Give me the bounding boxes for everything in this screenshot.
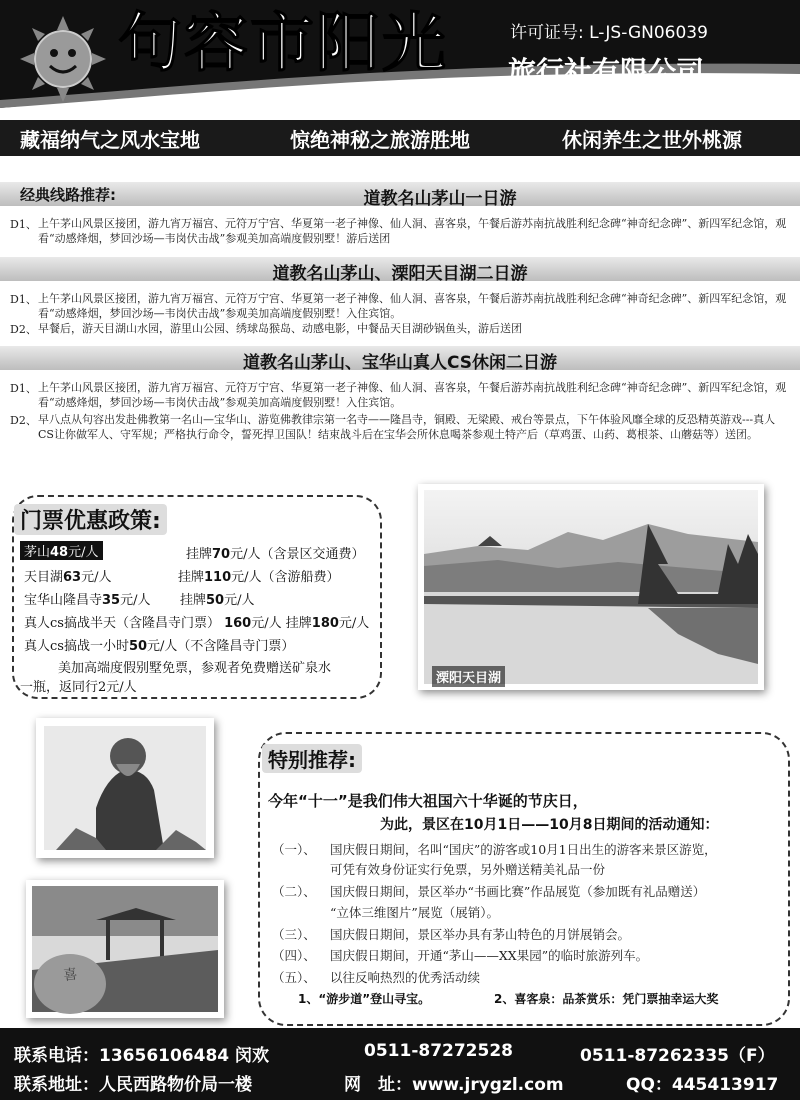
ticket-row-5 (24, 635, 294, 654)
svg-text:喜: 喜 (62, 966, 79, 985)
route-3-day-1-text: 上午茅山风景区接团，游九宵万福宫、元符万宁宫、华夏第一老子神像、仙人洞、喜客泉，午餐后游苏南抗战胜利纪念碑“神奇纪念碑”、新四军纪念馆，观看“动感烽烟，梦回沙场—韦岗伏击战”参观美加高端度假别墅！入住宾馆。 (38, 381, 787, 409)
route-1-title: 道教名山茅山一日游 (363, 189, 517, 209)
ticket-unit: 元/人 (251, 616, 282, 631)
sun-logo-icon (20, 16, 106, 102)
ticket-row-1-list (186, 543, 365, 562)
ticket-price: 35 (102, 593, 121, 608)
address-label: 联系地址： (14, 1075, 99, 1095)
ticket-row-1-name (20, 541, 103, 560)
list-price: 110 (204, 570, 232, 585)
lake-photo-caption: 溧阳天目湖 (432, 666, 505, 687)
ticket-name: 宝华山隆昌寺 (24, 593, 103, 608)
special-item-5-num: （五）、 (272, 970, 316, 985)
route-1-day-1-text: 上午茅山风景区接团，游九宵万福宫、元符万宁宫、华夏第一老子神像、仙人洞、喜客泉，午餐后游苏南抗战胜利纪念碑“神奇纪念碑”、新四军纪念馆，观看“动感烽烟，梦回沙场—韦岗伏击战”参观美加高端度假别墅！游后送团 (38, 217, 787, 245)
special-item-1-num: （一）、 (272, 842, 316, 857)
ticket-name: 天目湖 (24, 570, 64, 585)
qq-number: QQ：445413917 (626, 1075, 779, 1095)
ticket-name: 真人cs搞战半天（含隆昌寺门票） (24, 616, 220, 631)
statue-photo-frame (36, 718, 214, 858)
route-2-day-2-text: 早餐后，游天目湖山水园，游里山公园、绣球岛猴岛、动感电影，中餐品天目湖砂锅鱼头，游后送团 (38, 322, 522, 335)
list-price: 50 (206, 593, 225, 608)
special-sub-1: 1、“游步道”登山寻宝。 (298, 992, 431, 1006)
ticket-name: 茅山 (24, 545, 51, 560)
address-text: 人民西路物价局一楼 (99, 1075, 252, 1095)
list-label: 挂牌 (186, 547, 213, 562)
list-label: 挂牌 (178, 570, 205, 585)
list-price: 70 (212, 547, 231, 562)
website-line (344, 1070, 564, 1095)
slogan-2: 惊绝神秘之旅游胜地 (290, 128, 470, 152)
slogan-3: 休闲养生之世外桃源 (562, 128, 742, 152)
routes-label: 经典线路推荐: (20, 186, 116, 204)
ticket-price: 160 (224, 616, 252, 631)
route-3-day-2-text: 早八点从句容出发赴佛教第一名山—宝华山、游览佛教律宗第一名寺——隆昌寺，铜殿、无梁殿、戒台等景点，下午体验风靡全球的反恐精英游戏---真人CS让你做军人、守军规；严格执行命令，誓死捍卫国队！结束战斗后在宝华会所休息喝茶参观土特产后（草鸡蛋、山药、葛根茶、山蘑菇等）送团。 (38, 413, 776, 441)
license-number: 许可证号: L-JS-GN06039 (510, 23, 708, 43)
company-suffix: 旅行社有限公司 (508, 55, 705, 88)
ticket-row-2-name (24, 566, 112, 585)
special-item-1-text: 国庆假日期间，名叫“国庆”的游客或10月1日出生的游客来景区游览， (330, 842, 717, 857)
route-3-title: 道教名山茅山、宝华山真人CS休闲二日游 (242, 353, 558, 373)
website-label: 网 址： (344, 1075, 412, 1095)
slogan-1: 藏福纳气之风水宝地 (20, 128, 200, 152)
special-item-5-text: 以往反响热烈的优秀活动续 (330, 970, 481, 985)
list-unit: 元/人（含游船费） (231, 570, 340, 585)
tel-1: 0511-87272528 (364, 1041, 513, 1061)
ticket-unit: 元/人 (81, 570, 112, 585)
ticket-unit: 元/人 (68, 545, 99, 560)
address-line (14, 1070, 252, 1095)
special-intro-2: 为此，景区在10月1日——10月8日期间的活动通知： (380, 817, 719, 833)
route-1-day-1-label: D1、 (10, 218, 37, 231)
website-url: www.jrygzl.com (412, 1075, 564, 1095)
ticket-note-1: 美加高端度假别墅免票，参观者免费赠送矿泉水 (58, 661, 332, 676)
ticket-price: 63 (63, 570, 82, 585)
ticket-row-3-name (24, 589, 151, 608)
ticket-policy-title: 门票优惠政策: (14, 504, 167, 535)
ticket-unit: 元/人（不含隆昌寺门票） (147, 639, 295, 654)
special-item-3-num: （三）、 (272, 927, 316, 942)
lake-photo-frame (418, 484, 764, 690)
special-item-4-num: （四）、 (272, 948, 316, 963)
route-2-day-1-label: D1、 (10, 293, 37, 306)
pavilion-photo (26, 880, 224, 1018)
special-intro-1: 今年“十一”是我们伟大祖国六十华诞的节庆日， (268, 792, 588, 810)
pavilion-photo-frame (26, 880, 224, 1018)
route-3-day-2-label: D2、 (10, 414, 37, 427)
phone-label: 联系电话： (14, 1046, 99, 1066)
route-3-day-1-label: D1、 (10, 382, 37, 395)
ticket-unit: 元/人 (120, 593, 151, 608)
special-item-1b-text: 可凭有效身份证实行免票，另外赠送精美礼品一份 (330, 862, 606, 877)
list-unit: 元/人 (224, 593, 255, 608)
special-sub-2: 2、喜客泉：品茶赏乐：凭门票抽幸运大奖 (494, 992, 719, 1006)
ticket-row-2-list (178, 566, 340, 585)
tianmu-lake-photo (418, 484, 764, 690)
special-item-2b-text: “立体三维图片”展览（展销）。 (330, 905, 500, 920)
ticket-price: 48 (50, 545, 69, 560)
route-2-day-1-text: 上午茅山风景区接团，游九宵万福宫、元符万宁宫、华夏第一老子神像、仙人洞、喜客泉，午餐后游苏南抗战胜利纪念碑“神奇纪念碑”、新四军纪念馆，观看“动感烽烟，梦回沙场—韦岗伏击战”参观美加高端度假别墅！入住宾馆。 (38, 292, 787, 320)
ticket-note-2: 一瓶，返同行2元/人 (20, 680, 137, 695)
special-item-2-num: （二）、 (272, 884, 316, 899)
list-price: 180 (311, 616, 339, 631)
list-unit: 元/人 (338, 616, 370, 631)
ticket-name: 真人cs搞战一小时 (24, 639, 129, 654)
ticket-row-4 (24, 612, 369, 631)
special-recommend-title: 特别推荐: (262, 744, 362, 773)
list-label: 挂牌 (285, 616, 312, 631)
special-item-3-text: 国庆假日期间，景区举办具有茅山特色的月饼展销会。 (330, 927, 631, 942)
route-2-day-2-label: D2、 (10, 323, 37, 336)
list-unit: 元/人（含景区交通费） (230, 547, 365, 562)
ticket-price: 50 (128, 639, 148, 654)
tel-2-fax: 0511-87262335（F） (580, 1046, 775, 1066)
special-item-2-text: 国庆假日期间，景区举办“书画比赛”作品展览（参加既有礼品赠送） (330, 884, 706, 899)
laozi-statue-photo (36, 718, 214, 858)
list-label: 挂牌 (180, 593, 207, 608)
route-2-title: 道教名山茅山、溧阳天目湖二日游 (272, 264, 528, 284)
ticket-row-3-list (180, 589, 255, 608)
agency-title: 句容市阳光 (118, 7, 448, 81)
phone-line (14, 1041, 269, 1066)
special-item-4-text: 国庆假日期间，开通“茅山——XX果园”的临时旅游列车。 (330, 948, 649, 963)
phone-number: 13656106484 闵欢 (99, 1046, 270, 1066)
